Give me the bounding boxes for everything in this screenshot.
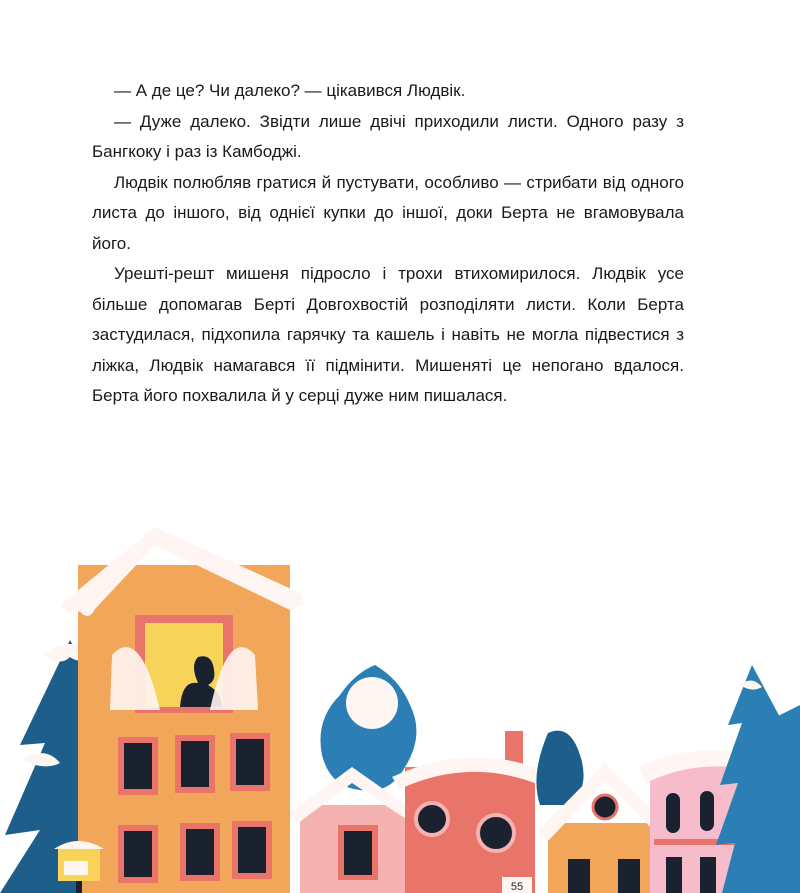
orange-house — [60, 527, 305, 893]
paragraph-1: — А де це? Чи далеко? — цікавився Людвік. — [114, 81, 466, 100]
middle-blue-tree — [320, 665, 416, 791]
red-house — [392, 731, 545, 893]
house-number: 55 — [510, 881, 524, 893]
paragraph-3: Людвік полюбляв гратися й пустувати, особливо — стрибати від одного листа до іншого, від однієї купки до іншої, доки Берта не вгамовувала його. — [92, 172, 684, 253]
paragraph-2: — Дуже далеко. Звідти лише двічі приходили листи. Одного разу з Бангкоку і раз із Камбоджі. — [92, 111, 684, 161]
winter-town-illustration — [0, 505, 800, 893]
paragraph-4: Урешті-решт мишеня підросло і трохи втихомирилося. Людвік усе більше допомагав Берті Довгохвостій розподіляти листи. Коли Берта застудилася, підхопила гарячку та кашель і навіть не могла підвестися з ліжка, Людвік намагався її підмінити. Мишеняті це непогано вдалося. Берта його похвалила й у серці дуже ним пишалася. — [92, 264, 684, 405]
story-text — [92, 76, 684, 412]
